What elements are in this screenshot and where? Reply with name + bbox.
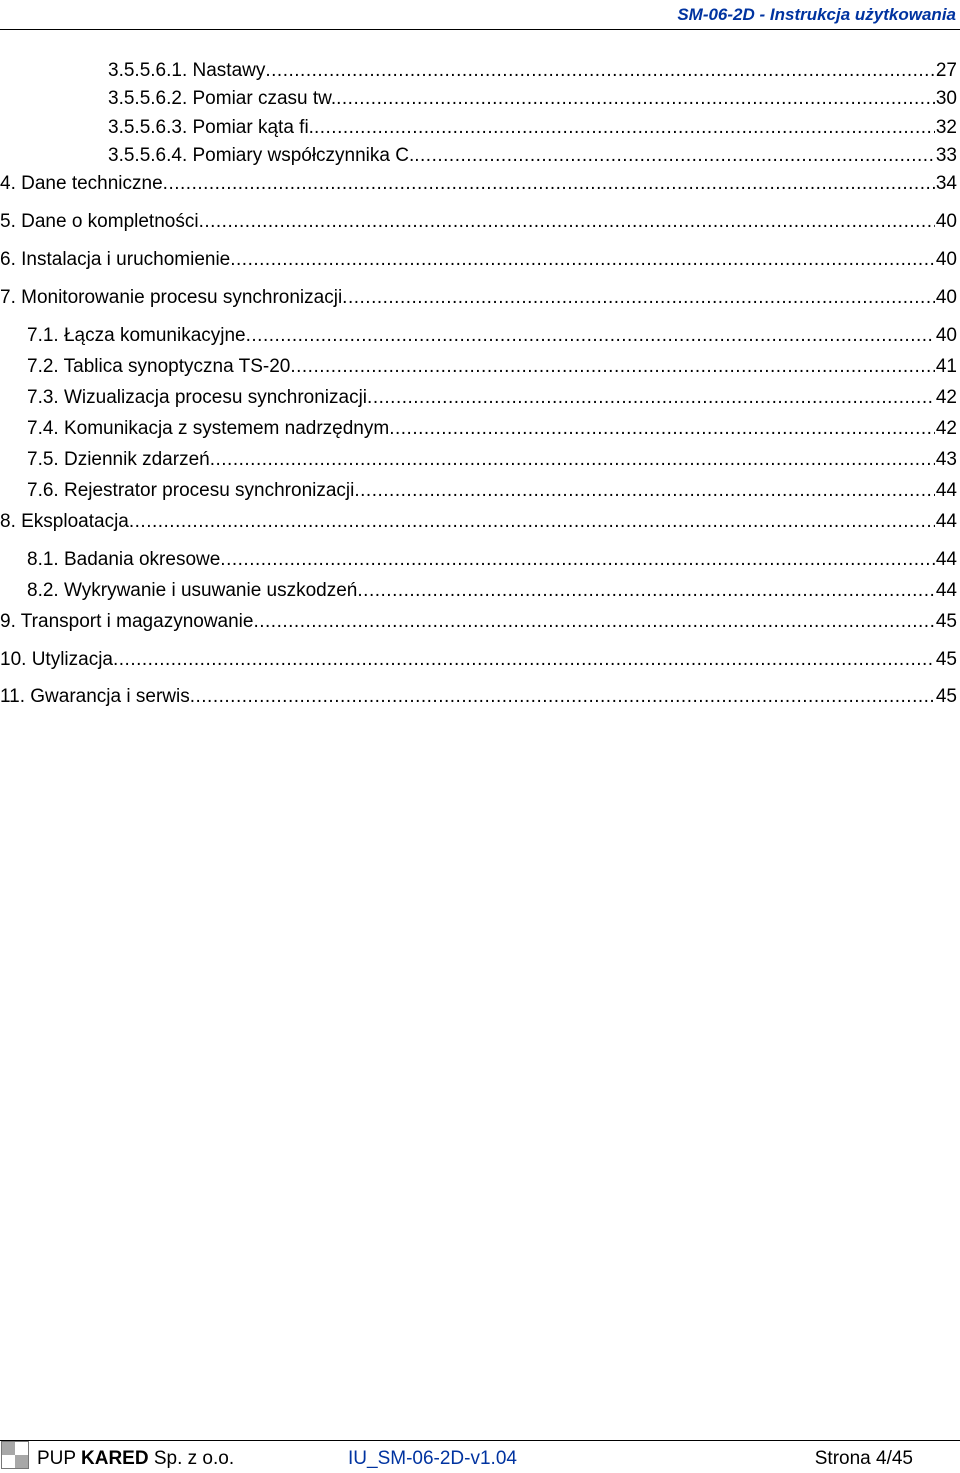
toc-dot-leader	[389, 417, 935, 441]
header-title: SM-06-2D - Instrukcja użytkowania	[677, 5, 956, 24]
toc-dot-leader	[163, 172, 935, 196]
toc-dot-leader	[129, 510, 935, 534]
toc-entry-label: 4. Dane techniczne	[0, 173, 163, 194]
toc-entry-4[interactable]	[0, 172, 957, 196]
toc-dot-leader	[354, 479, 934, 503]
toc-dot-leader	[367, 386, 935, 410]
toc-entry-11[interactable]	[0, 685, 957, 709]
header-divider	[0, 29, 960, 30]
toc-entry-8-2[interactable]	[27, 579, 957, 603]
toc-entry-label: 7.3. Wizualizacja procesu synchronizacji	[27, 387, 368, 408]
toc-entry-page: 45	[935, 611, 957, 632]
toc-dot-leader	[190, 685, 935, 709]
toc-entry-page: 44	[935, 549, 957, 570]
toc-entry-3-5-5-6-4[interactable]	[108, 144, 957, 168]
footer-document-id: IU_SM-06-2D-v1.04	[348, 1448, 517, 1469]
toc-entry-label: 6. Instalacja i uruchomienie	[0, 249, 231, 270]
toc-entry-page: 42	[935, 387, 957, 408]
toc-entry-7-6[interactable]	[27, 479, 957, 503]
toc-entry-page: 44	[935, 511, 957, 532]
toc-entry-7-4[interactable]	[27, 417, 957, 441]
toc-entry-7-2[interactable]	[27, 355, 957, 379]
toc-dot-leader	[220, 548, 935, 572]
toc-entry-label: 7.2. Tablica synoptyczna TS-20	[27, 356, 291, 377]
toc-entry-page: 45	[935, 649, 957, 670]
toc-entry-7-1[interactable]	[27, 324, 957, 348]
footer-divider	[0, 1440, 960, 1441]
toc-entry-label: 10. Utylizacja	[0, 649, 113, 670]
toc-dot-leader	[336, 87, 935, 111]
toc-entry-8[interactable]	[0, 510, 957, 534]
toc-entry-label: 3.5.5.6.2. Pomiar czasu tw.	[108, 88, 337, 109]
toc-entry-page: 32	[935, 117, 957, 138]
toc-entry-label: 11. Gwarancja i serwis	[0, 686, 190, 707]
toc-dot-leader	[342, 286, 935, 310]
toc-entry-page: 40	[935, 325, 957, 346]
toc-entry-10[interactable]	[0, 648, 957, 672]
toc-entry-page: 40	[935, 287, 957, 308]
toc-dot-leader	[230, 248, 935, 272]
toc-entry-label: 8.2. Wykrywanie i usuwanie uszkodzeń	[27, 580, 358, 601]
toc-entry-5[interactable]	[0, 210, 957, 234]
toc-entry-page: 42	[935, 418, 957, 439]
toc-entry-9[interactable]	[0, 610, 957, 634]
toc-entry-page: 27	[935, 60, 957, 81]
toc-entry-page: 44	[935, 480, 957, 501]
footer-company-prefix: PUP	[37, 1448, 82, 1469]
toc-dot-leader	[414, 144, 935, 168]
toc-entry-page: 41	[935, 356, 957, 377]
toc-dot-leader	[210, 448, 935, 472]
toc-entry-page: 33	[935, 145, 957, 166]
toc-dot-leader	[314, 116, 935, 140]
footer-page-number: Strona 4/45	[814, 1448, 913, 1469]
toc-entry-label: 5. Dane o kompletności	[0, 211, 199, 232]
toc-entry-label: 3.5.5.6.4. Pomiary współczynnika C.	[108, 145, 415, 166]
toc-dot-leader	[265, 59, 934, 83]
toc-entry-page: 34	[935, 173, 957, 194]
toc-entry-label: 8.1. Badania okresowe	[27, 549, 221, 570]
toc-entry-3-5-5-6-3[interactable]	[108, 116, 957, 140]
footer-company-name: KARED	[81, 1448, 149, 1469]
toc-dot-leader	[246, 324, 935, 348]
toc-entry-label: 7.4. Komunikacja z systemem nadrzędnym	[27, 418, 390, 439]
toc-entry-page: 44	[935, 580, 957, 601]
company-logo-icon	[1, 1441, 29, 1469]
toc-entry-label: 3.5.5.6.3. Pomiar kąta fi.	[108, 117, 314, 138]
toc-entry-label: 9. Transport i magazynowanie	[0, 611, 254, 632]
toc-dot-leader	[113, 648, 935, 672]
toc-dot-leader	[357, 579, 934, 603]
toc-entry-page: 40	[935, 211, 957, 232]
toc-entry-label: 7.1. Łącza komunikacyjne	[27, 325, 246, 346]
toc-entry-7[interactable]	[0, 286, 957, 310]
toc-entry-label: 8. Eksploatacja	[0, 511, 129, 532]
toc-entry-page: 30	[935, 88, 957, 109]
toc-entry-7-3[interactable]	[27, 386, 957, 410]
toc-entry-label: 7.6. Rejestrator procesu synchronizacji	[27, 480, 355, 501]
toc-entry-label: 3.5.5.6.1. Nastawy	[108, 60, 266, 81]
toc-entry-3-5-5-6-1[interactable]	[108, 59, 957, 83]
toc-dot-leader	[253, 610, 934, 634]
toc-entry-6[interactable]	[0, 248, 957, 272]
toc-entry-label: 7.5. Dziennik zdarzeń	[27, 449, 210, 470]
toc-entry-label: 7. Monitorowanie procesu synchronizacji	[0, 287, 343, 308]
footer-company	[37, 1448, 234, 1470]
toc-entry-8-1[interactable]	[27, 548, 957, 572]
toc-entry-page: 45	[935, 686, 957, 707]
footer-company-suffix: Sp. z o.o.	[148, 1448, 235, 1469]
toc-entry-page: 40	[935, 249, 957, 270]
toc-entry-7-5[interactable]	[27, 448, 957, 472]
toc-dot-leader	[199, 210, 935, 234]
toc-entry-3-5-5-6-2[interactable]	[108, 87, 957, 111]
toc-entry-page: 43	[935, 449, 957, 470]
toc-dot-leader	[290, 355, 935, 379]
